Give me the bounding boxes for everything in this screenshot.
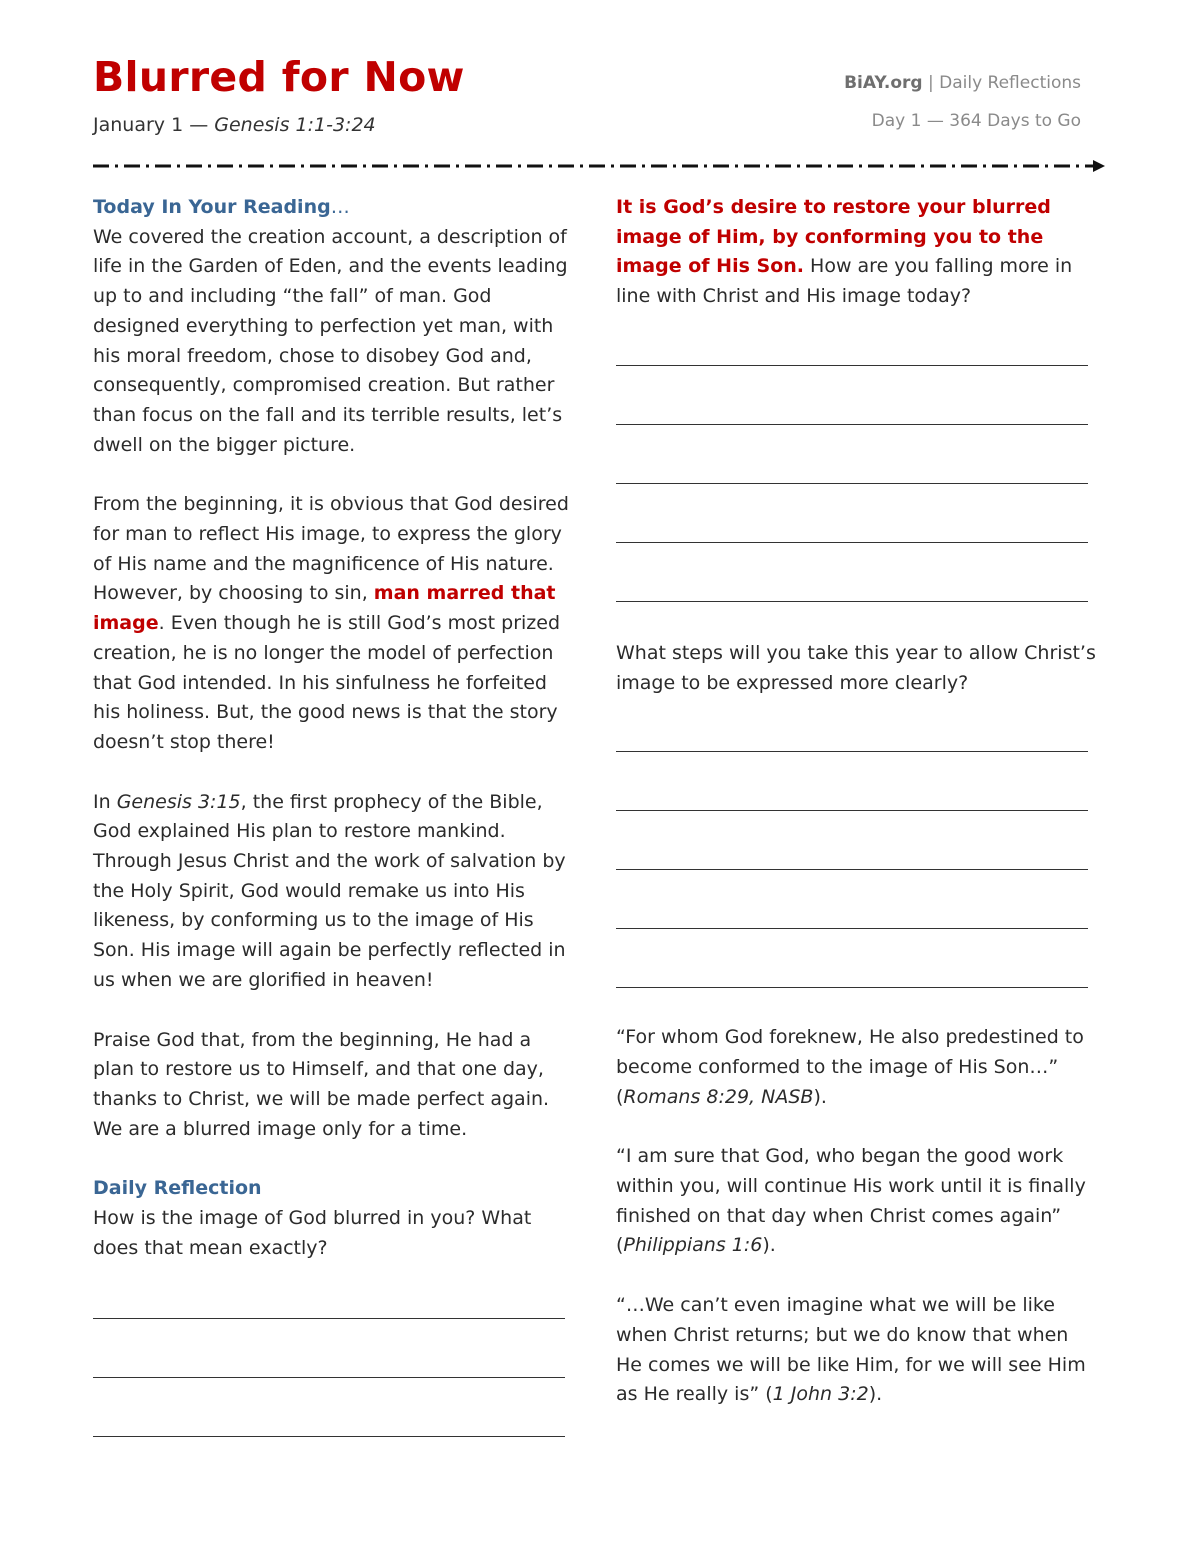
- answer-line[interactable]: [93, 1436, 565, 1437]
- verse-2-text: “I am sure that God, who began the good work within you, will continue His work until it is finally finished on that day when Christ comes again” (: [616, 1145, 1086, 1257]
- verse-3-end: ).: [868, 1383, 883, 1406]
- p2-highlight: man marred that image: [93, 582, 556, 635]
- verse-1-end: ).: [813, 1085, 827, 1108]
- verse-3-reference: 1 John 3:2: [772, 1383, 869, 1406]
- reading-passage: Genesis 1:1-3:24: [214, 114, 376, 136]
- p2-after: . Even though he is still God’s most prized creation, he is no longer the model of perfection that God intended. In his sinfulness he forfeited his holiness. But, the good news is that the story doesn’t stop there!: [93, 612, 561, 753]
- reading-paragraph-4: Praise God that, from the beginning, He had a plan to restore us to Himself, and that one day, thanks to Christ, we will be made perfect again. We are a blurred image only for a time.: [93, 1028, 550, 1140]
- reflection-heading: Daily Reflection: [93, 1177, 262, 1200]
- arrow-head-icon: [1093, 160, 1105, 172]
- p3-reference: Genesis 3:15: [116, 790, 241, 813]
- left-column: [93, 193, 578, 1437]
- verse-2-end: ).: [762, 1234, 776, 1257]
- verse-2: [616, 1142, 1096, 1261]
- brand-section: Daily Reflections: [939, 73, 1081, 93]
- dash-arrow-divider: [93, 157, 1108, 175]
- page-title: Blurred for Now: [93, 53, 465, 101]
- reading-heading-ellipsis: …: [330, 196, 350, 218]
- p2-before: From the beginning, it is obvious that God desired for man to reflect His image, to express the glory of His name and the magnificence of His nature. However, by choosing to sin,: [93, 493, 569, 605]
- p3-before: In: [93, 790, 117, 813]
- p3-after: , the first prophecy of the Bible, God explained His plan to restore mankind. Through Jesus Christ and the work of salvation by the Holy Spirit, God would remake us into His likeness, by conforming us to the image of His Son. His image will again be perfectly reflected in us when we are glorified in heaven!: [93, 790, 566, 991]
- brand-separator: |: [922, 73, 940, 93]
- date-dash: —: [183, 114, 215, 136]
- reflection-question: How is the image of God blurred in you? What does that mean exactly?: [93, 1207, 532, 1259]
- right-column: [616, 193, 1096, 1410]
- question-1-highlight: It is God’s desire to restore your blurred image of Him, by conforming you to the image of His Son.: [616, 196, 1051, 278]
- verse-1-text: “For whom God foreknew, He also predestined to become conformed to the image of His Son…” (: [616, 1026, 1084, 1108]
- reading-paragraph-3: [93, 788, 578, 996]
- question-2: What steps will you take this year to allow Christ’s image to be expressed more clearly?: [616, 641, 1096, 694]
- verse-3: [616, 1291, 1096, 1410]
- verse-2-reference: Philippians 1:6: [623, 1234, 763, 1257]
- verse-1-reference: Romans 8:29, NASB: [623, 1085, 814, 1108]
- day-count: Day 1 — 364 Days to Go: [871, 111, 1081, 131]
- date-passage: [93, 112, 376, 138]
- brand-line: [844, 71, 1081, 95]
- reading-heading-text: Today In Your Reading: [93, 196, 331, 218]
- verse-1: [616, 1023, 1096, 1112]
- reading-date: January 1: [93, 114, 184, 136]
- question-1: [616, 193, 1096, 312]
- brand-org: BiAY.org: [844, 73, 923, 93]
- reading-paragraph-1: We covered the creation account, a description of life in the Garden of Eden, and the events leading up to and including “the fall” of man. God designed everything to perfection yet man, with his moral freedom, chose to disobey God and, consequently, compromised creation. But rather than focus on the fall and its terrible results, let’s dwell on the bigger picture.: [93, 225, 568, 456]
- reading-paragraph-2: [93, 490, 578, 757]
- verse-3-text: “…We can’t even imagine what we will be like when Christ returns; but we do know that when He comes we will be like Him, for we will see Him as He really is” (: [616, 1294, 1086, 1406]
- question-1-text: How are you falling more in line with Christ and His image today?: [616, 255, 1073, 308]
- reading-heading: [93, 193, 578, 223]
